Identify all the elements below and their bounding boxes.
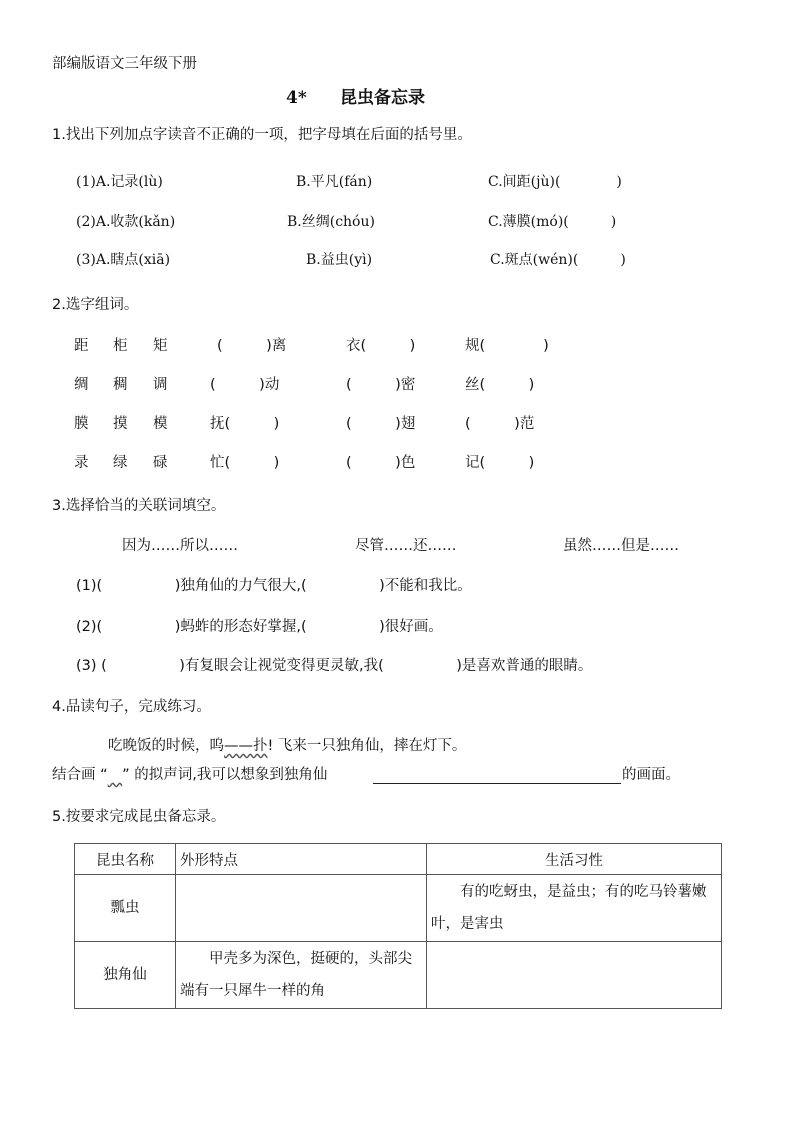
q2-r1-char3: 矩	[153, 338, 168, 354]
q1-row2-b: B.丝绸(chóu)	[287, 214, 375, 230]
q2-r4-item3[interactable]: 记( )	[465, 455, 535, 471]
q4-wavy-mark	[108, 767, 123, 783]
q2-r2-char1: 绸	[74, 377, 89, 393]
q1-row3-b: B.益虫(yì)	[306, 252, 373, 268]
q3-option-1: 因为……所以……	[122, 538, 238, 554]
question-1-prompt: 1.找出下列加点字读音不正确的一项，把字母填在后面的括号里。	[52, 127, 472, 143]
q4-line-middle: ” 的拟声词,我可以想象到独角仙	[122, 767, 328, 783]
q1-row2-c[interactable]: C.薄膜(mó)( )	[488, 214, 617, 230]
q1-row3-c[interactable]: C.斑点(wén)( )	[490, 252, 626, 268]
q4-sentence	[108, 739, 466, 754]
q1-row1-a: (1)A.记录(lù)	[76, 174, 163, 190]
q2-r2-char3: 调	[153, 377, 168, 393]
q4-sentence-end: ! 飞来一只独角仙，摔在灯下。	[267, 738, 467, 754]
lesson-number: 4*	[286, 88, 307, 108]
q2-r2-char2: 稠	[113, 377, 128, 393]
ladybug-habit: 有的吃蚜虫，是益虫；有的吃马铃薯嫩叶，是害虫	[427, 875, 722, 942]
q2-r3-item2[interactable]: ( )翅	[346, 416, 416, 432]
q2-r1-char1: 距	[74, 338, 89, 354]
q2-r4-char1: 录	[74, 455, 89, 471]
q4-answer-blank[interactable]	[373, 783, 621, 784]
page-title: 昆虫备忘录	[340, 88, 425, 108]
q3-option-2: 尽管……还……	[355, 538, 457, 554]
table-row	[75, 942, 722, 1009]
beetle-appearance: 甲壳多为深色，挺硬的，头部尖端有一只犀牛一样的角	[176, 942, 427, 1009]
beetle-name: 独角仙	[75, 942, 176, 1009]
q2-r1-item2[interactable]: 衣( )	[346, 338, 416, 354]
ladybug-name: 瓢虫	[75, 875, 176, 942]
ladybug-appearance-cell[interactable]	[176, 875, 427, 942]
insect-memo-table	[74, 843, 722, 1009]
q2-r3-item1[interactable]: 抚( )	[210, 416, 280, 432]
q4-onomatopoeia: ——扑	[224, 738, 268, 754]
question-3-prompt: 3.选择恰当的关联词填空。	[52, 498, 226, 514]
header-insect-name: 昆虫名称	[75, 844, 176, 875]
q2-r3-char2: 摸	[113, 416, 128, 432]
q3-sentence-3[interactable]: (3) ( )有复眼会让视觉变得更灵敏,我( )是喜欢普通的眼睛。	[76, 658, 593, 674]
table-header-row	[75, 844, 722, 875]
q2-r1-item1[interactable]: ( )离	[217, 338, 287, 354]
q3-sentence-1[interactable]: (1)( )独角仙的力气很大,( )不能和我比。	[76, 578, 472, 594]
q2-r2-item2[interactable]: ( )密	[346, 377, 416, 393]
q1-row1-b: B.平凡(fán)	[296, 174, 373, 190]
q3-sentence-2[interactable]: (2)( )蚂蚱的形态好掌握,( )很好画。	[76, 619, 443, 635]
question-2-prompt: 2.选字组词。	[52, 297, 139, 313]
header-appearance: 外形特点	[176, 844, 427, 875]
q1-row2-a: (2)A.收款(kǎn)	[76, 214, 176, 230]
question-4-prompt: 4.品读句子，完成练习。	[52, 699, 211, 715]
q2-r1-item3[interactable]: 规( )	[465, 338, 549, 354]
header-habits: 生活习性	[427, 844, 722, 875]
q1-row1-c[interactable]: C.间距(jù)( )	[488, 174, 622, 190]
q2-r2-item1[interactable]: ( )动	[210, 377, 280, 393]
q4-question-line	[52, 768, 327, 783]
q2-r3-char3: 模	[153, 416, 168, 432]
q2-r4-char2: 绿	[113, 455, 128, 471]
q1-row3-a: (3)A.瞎点(xiā)	[76, 252, 171, 268]
q2-r2-item3[interactable]: 丝( )	[465, 377, 535, 393]
q4-line-start: 结合画 “	[52, 767, 108, 783]
q2-r4-item1[interactable]: 忙( )	[210, 455, 280, 471]
beetle-habit-cell[interactable]	[427, 942, 722, 1009]
q4-sentence-start: 吃晚饭的时候，呜	[108, 738, 224, 754]
q4-line-end: 的画面。	[622, 767, 680, 783]
q3-option-3: 虽然……但是……	[563, 538, 679, 554]
question-5-prompt: 5.按要求完成昆虫备忘录。	[52, 809, 226, 825]
q2-r4-item2[interactable]: ( )色	[346, 455, 416, 471]
q2-r3-item3[interactable]: ( )范	[465, 416, 535, 432]
q2-r4-char3: 碌	[153, 455, 168, 471]
q2-r1-char2: 柜	[113, 338, 128, 354]
page-header: 部编版语文三年级下册	[52, 56, 197, 72]
q2-r3-char1: 膜	[74, 416, 89, 432]
table-row	[75, 875, 722, 942]
